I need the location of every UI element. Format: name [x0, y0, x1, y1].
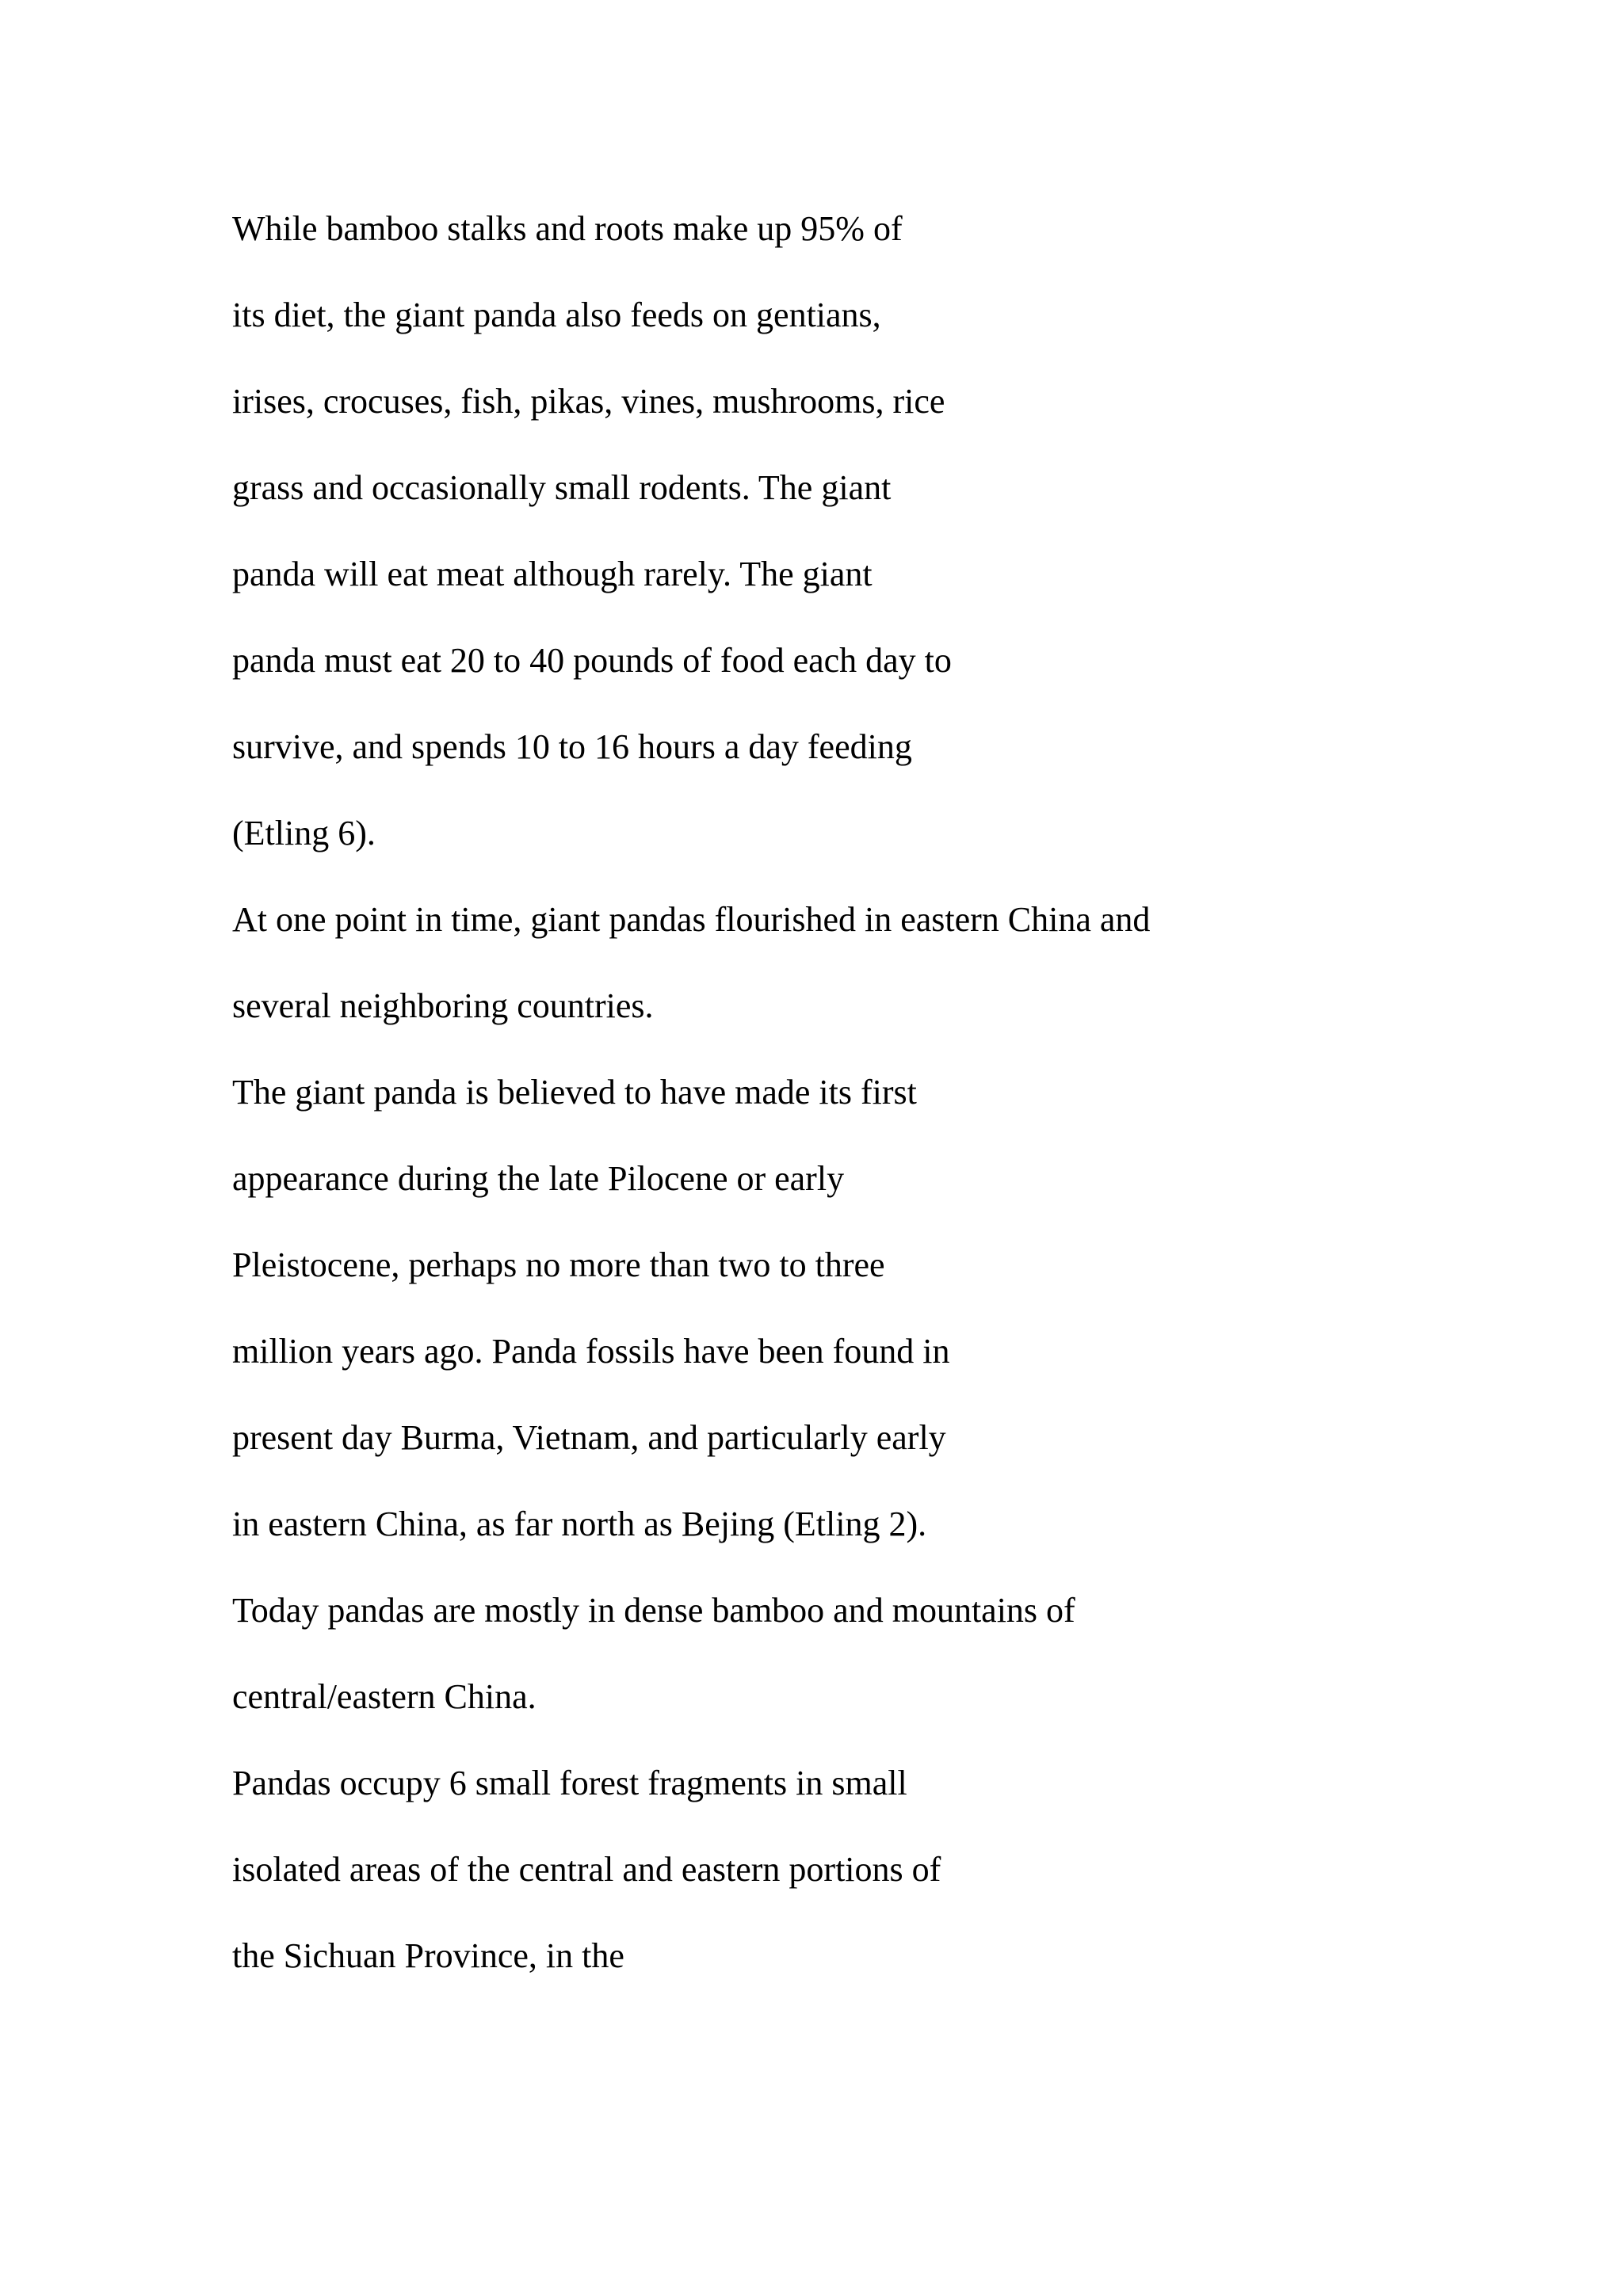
text-line: Pleistocene, perhaps no more than two to three	[232, 1245, 885, 1284]
text-line: several neighboring countries.	[232, 986, 654, 1025]
text-line: grass and occasionally small rodents. The giant	[232, 468, 892, 507]
text-line: panda will eat meat although rarely. The giant	[232, 555, 873, 593]
text-line: (Etling 6).	[232, 814, 376, 852]
text-line: irises, crocuses, fish, pikas, vines, mushrooms, rice	[232, 382, 945, 421]
text-line: survive, and spends 10 to 16 hours a day feeding	[232, 727, 912, 766]
text-line: Pandas occupy 6 small forest fragments in small	[232, 1764, 907, 1802]
body-text	[232, 185, 1516, 1999]
text-line: panda must eat 20 to 40 pounds of food each day to	[232, 641, 952, 680]
text-line: The giant panda is believed to have made its first	[232, 1073, 917, 1112]
text-line: million years ago. Panda fossils have been found in	[232, 1332, 950, 1371]
text-line: present day Burma, Vietnam, and particularly early	[232, 1418, 946, 1457]
text-line: appearance during the late Pilocene or early	[232, 1159, 845, 1198]
text-line: Today pandas are mostly in dense bamboo and mountains of	[232, 1591, 1075, 1630]
text-line: At one point in time, giant pandas flourished in eastern China and	[232, 900, 1151, 939]
text-line: While bamboo stalks and roots make up 95% of	[232, 209, 903, 248]
text-line: its diet, the giant panda also feeds on gentians,	[232, 296, 881, 334]
text-line: the Sichuan Province, in the	[232, 1936, 624, 1975]
text-line: in eastern China, as far north as Bejing (Etling 2).	[232, 1505, 927, 1543]
text-line: isolated areas of the central and eastern portions of	[232, 1850, 941, 1889]
text-line: central/eastern China.	[232, 1677, 537, 1716]
